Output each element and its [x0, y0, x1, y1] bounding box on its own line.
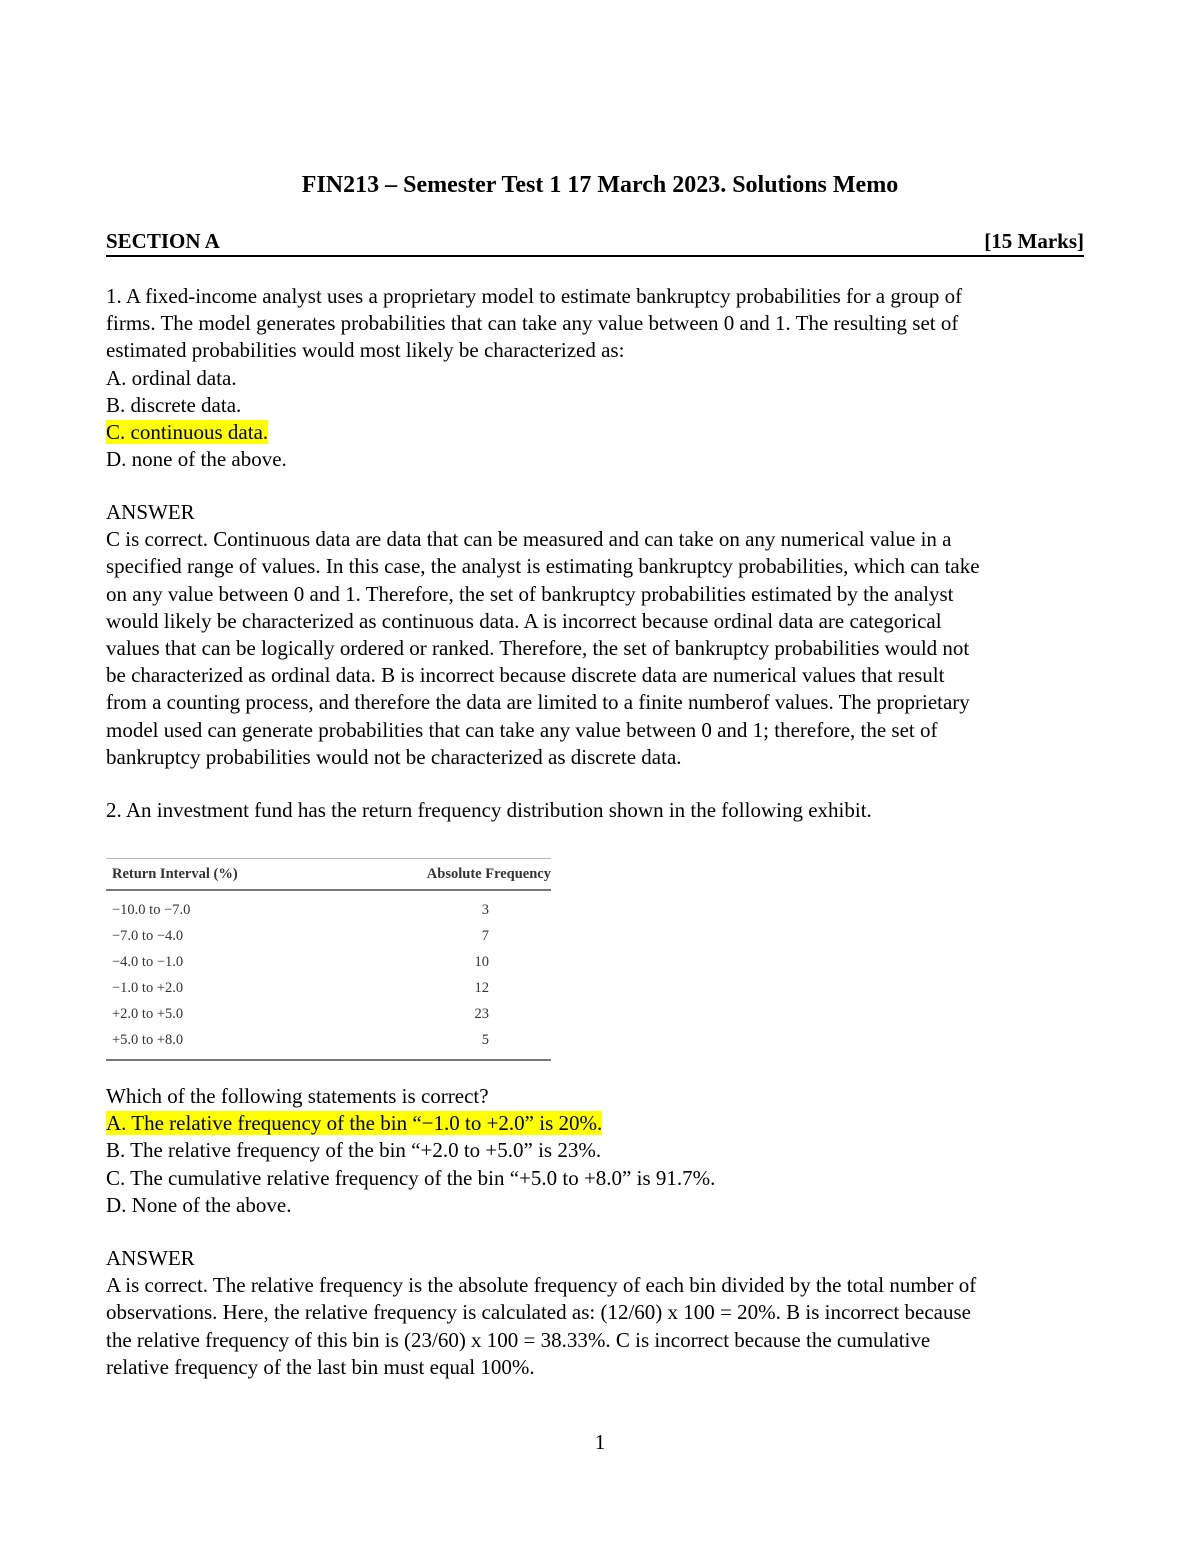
- q2-answer: [106, 1245, 1096, 1381]
- q2-option-d-text: D. None of the above.: [106, 1192, 292, 1217]
- q1-answer-line: values that can be logically ordered or ranked. Therefore, the set of bankruptcy probabilities would not: [106, 636, 970, 661]
- q2-option-c: [106, 1165, 1096, 1192]
- q1-answer-label: ANSWER: [106, 500, 195, 524]
- q1-option-a: [106, 365, 1096, 392]
- q2-answer-line: the relative frequency of this bin is (23/60) x 100 = 38.33%. C is incorrect because the cumulative: [106, 1327, 931, 1352]
- cell-frequency: 5: [481, 1031, 489, 1048]
- column-header-return-interval: Return Interval (%): [112, 865, 238, 882]
- question-1: [106, 283, 1096, 473]
- return-frequency-table: [106, 858, 551, 1061]
- q1-stem-line: estimated probabilities would most likely be characterized as:: [106, 338, 625, 363]
- page-number: 1: [594, 1430, 606, 1454]
- section-marks: [15 Marks]: [984, 229, 1084, 253]
- q1-answer-line: be characterized as ordinal data. B is incorrect because discrete data are numerical values that result: [106, 663, 945, 688]
- cell-frequency: 23: [474, 1005, 489, 1022]
- q2-option-b-text: B. The relative frequency of the bin “+2.0 to +5.0” is 23%.: [106, 1138, 602, 1163]
- q2-question: [106, 1083, 1096, 1219]
- table-row: [106, 923, 551, 949]
- table-header-row: [106, 859, 551, 891]
- column-header-absolute-frequency: Absolute Frequency: [426, 865, 551, 882]
- q1-option-c: [106, 419, 1096, 446]
- q2-stem: 2. An investment fund has the return frequency distribution shown in the following exhibit.: [106, 798, 872, 822]
- cell-frequency: 10: [474, 953, 489, 970]
- section-heading: [106, 228, 1084, 257]
- q2-answer-line: A is correct. The relative frequency is the absolute frequency of each bin divided by the total number of: [106, 1273, 977, 1298]
- q2-option-d: [106, 1192, 1096, 1219]
- cell-interval: −4.0 to −1.0: [112, 953, 184, 970]
- q1-answer: [106, 499, 1096, 771]
- table-row: [106, 1001, 551, 1027]
- cell-frequency: 7: [481, 927, 489, 944]
- q1-answer-line: would likely be characterized as continuous data. A is incorrect because ordinal data are categorical: [106, 608, 942, 633]
- q2-option-a: [106, 1110, 1096, 1137]
- q1-option-b: [106, 392, 1096, 419]
- cell-interval: −7.0 to −4.0: [112, 927, 184, 944]
- q2-option-b: [106, 1137, 1096, 1164]
- cell-frequency: 3: [481, 901, 489, 918]
- cell-frequency: 12: [474, 979, 489, 996]
- cell-interval: +2.0 to +5.0: [112, 1005, 184, 1022]
- cell-interval: −10.0 to −7.0: [112, 901, 191, 918]
- q1-answer-line: specified range of values. In this case, the analyst is estimating bankruptcy probabilities, which can take: [106, 554, 980, 579]
- q1-option-c-text: C. continuous data.: [106, 420, 269, 445]
- q2-option-a-text: A. The relative frequency of the bin “−1.0 to +2.0” is 20%.: [106, 1111, 603, 1136]
- q1-option-d-text: D. none of the above.: [106, 447, 287, 472]
- cell-interval: +5.0 to +8.0: [112, 1031, 184, 1048]
- q1-option-b-text: B. discrete data.: [106, 392, 242, 417]
- q1-option-d: [106, 446, 1096, 473]
- table-row: [106, 949, 551, 975]
- q1-option-a-text: A. ordinal data.: [106, 365, 237, 390]
- q2-answer-line: observations. Here, the relative frequency is calculated as: (12/60) x 100 = 20%. B is incorrect because: [106, 1300, 971, 1325]
- q1-answer-line: from a counting process, and therefore the data are limited to a finite numberof values. The proprietary: [106, 690, 970, 715]
- cell-interval: −1.0 to +2.0: [112, 979, 184, 996]
- q1-answer-line: model used can generate probabilities that can take any value between 0 and 1; therefore, the set of: [106, 717, 938, 742]
- document-title: FIN213 – Semester Test 1 17 March 2023. Solutions Memo: [301, 172, 899, 198]
- q1-stem-line: 1. A fixed-income analyst uses a proprietary model to estimate bankruptcy probabilities for a group of: [106, 284, 963, 308]
- q1-answer-line: on any value between 0 and 1. Therefore, the set of bankruptcy probabilities estimated by the analyst: [106, 581, 954, 606]
- q2-question-text: Which of the following statements is correct?: [106, 1084, 489, 1108]
- q2-option-c-text: C. The cumulative relative frequency of the bin “+5.0 to +8.0” is 91.7%.: [106, 1165, 716, 1190]
- q1-answer-line: C is correct. Continuous data are data that can be measured and can take on any numerical value in a: [106, 527, 952, 552]
- table-row: [106, 975, 551, 1001]
- q1-answer-line: bankruptcy probabilities would not be characterized as discrete data.: [106, 744, 682, 769]
- question-2: [106, 797, 1096, 824]
- q1-stem-line: firms. The model generates probabilities that can take any value between 0 and 1. The resulting set of: [106, 311, 959, 336]
- table-row: [106, 890, 551, 923]
- q2-answer-label: ANSWER: [106, 1246, 195, 1270]
- q2-answer-line: relative frequency of the last bin must equal 100%.: [106, 1354, 535, 1379]
- section-label: SECTION A: [106, 229, 220, 253]
- table-row: [106, 1027, 551, 1060]
